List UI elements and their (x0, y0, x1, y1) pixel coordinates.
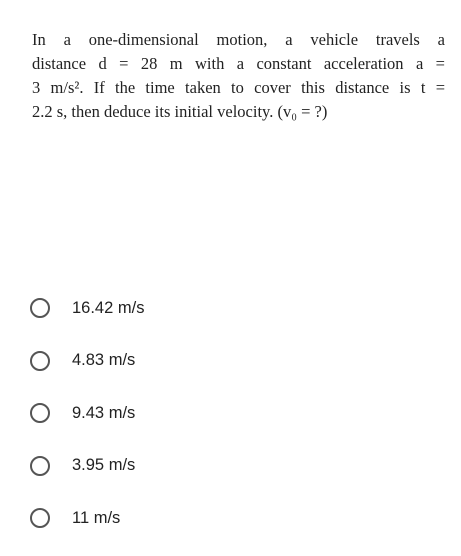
question-line: 3 m/s². If the time taken to cover this distance is t = (32, 78, 445, 97)
answer-option-label: 16.42 m/s (72, 298, 145, 317)
question-line: In a one-dimensional motion, a vehicle travels a (32, 30, 445, 49)
answer-option-label: 9.43 m/s (72, 403, 136, 422)
question-line: distance d = 28 m with a constant acceleration a = (32, 54, 445, 73)
answer-option-1[interactable] (30, 282, 430, 335)
question-line: 2.2 s, then deduce its initial velocity. (v₀ = ?) (32, 102, 328, 121)
answer-option-label: 3.95 m/s (72, 456, 136, 475)
radio-button-icon[interactable] (30, 456, 50, 476)
answer-option-3[interactable] (30, 387, 430, 440)
answer-option-2[interactable] (30, 335, 430, 388)
answer-option-label: 4.83 m/s (72, 351, 136, 370)
radio-button-icon[interactable] (30, 403, 50, 423)
answer-option-label: 11 m/s (72, 508, 121, 527)
answer-option-5[interactable] (30, 492, 430, 545)
question-text (32, 28, 445, 124)
radio-button-icon[interactable] (30, 351, 50, 371)
radio-button-icon[interactable] (30, 298, 50, 318)
radio-button-icon[interactable] (30, 508, 50, 528)
answer-options (30, 282, 430, 545)
answer-option-4[interactable] (30, 440, 430, 493)
